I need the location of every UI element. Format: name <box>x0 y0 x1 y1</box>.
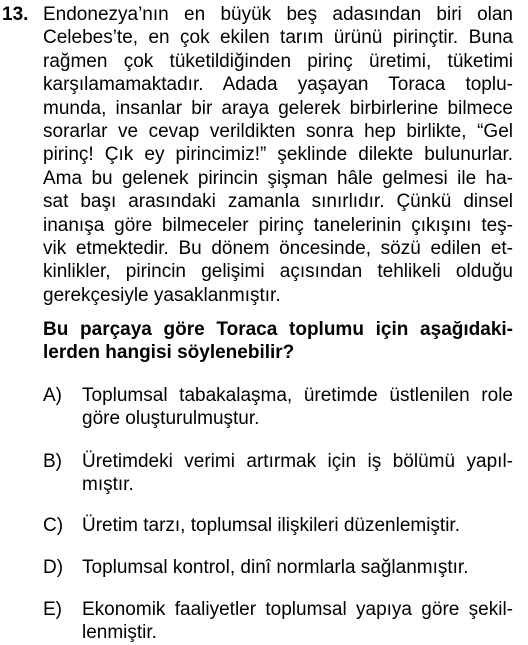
option-text <box>82 556 513 579</box>
passage <box>43 3 513 307</box>
passage-line: Endonezya’nın en büyük beş adasından biri olan <box>43 4 513 25</box>
option-letter: A) <box>43 385 62 406</box>
option-text <box>82 598 513 645</box>
passage-line: vik etmektedir. Bu dönem öncesinde, sözü edilen et- <box>43 237 513 259</box>
question-stem <box>43 318 513 365</box>
option-line: Ekonomik faaliyetler toplumsal yapıya göre şekil- <box>82 599 513 620</box>
passage-line: kinlikler, pirincin gelişimi açısından tehlikeli olduğu <box>43 261 513 283</box>
passage-line: gerekçesiyle yasaklanmıştır. <box>43 284 281 306</box>
option-line: göre oluşturulmuştur. <box>82 408 260 430</box>
option-line: Toplumsal tabakalaşma, üretimde üstlenilen role <box>82 385 513 406</box>
passage-line: pirinç! Çık ey pirincimiz!” şeklinde dilekte bulunurlar. <box>43 144 513 166</box>
option-letter: C) <box>43 515 64 536</box>
option-letter: B) <box>43 451 62 472</box>
passage-line: sorarlar ve cevap verildikten sonra hep birlikte, “Gel <box>43 120 513 142</box>
option-line: Üretimdeki verimi artırmak için iş bölümü yapıl- <box>82 451 513 472</box>
passage-line: Ama bu gelenek pirincin şişman hâle gelmesi ile ha- <box>43 167 513 189</box>
option-line: Üretim tarzı, toplumsal ilişkileri düzenlemiştir. <box>82 515 460 536</box>
passage-line: munda, insanlar bir araya gelerek birbirlerine bilmece <box>43 97 513 119</box>
option-letter: E) <box>43 599 62 620</box>
option-text <box>82 514 513 537</box>
option-letter: D) <box>43 557 64 578</box>
passage-line: Celebes’te, en çok ekilen tarım ürünü pirinçtir. Buna <box>43 27 513 49</box>
stem-line: Bu parçaya göre Toraca toplumu için aşağıdaki- <box>43 319 513 340</box>
option-line: Toplumsal kontrol, dinî normlarla sağlanmıştır. <box>82 557 469 578</box>
stem-line: lerden hangisi söylenebilir? <box>43 342 295 364</box>
question-number: 13. <box>2 4 29 25</box>
passage-line: karşılamamaktadır. Adada yaşayan Toraca toplu- <box>43 74 513 96</box>
option-text <box>82 384 513 431</box>
option-text <box>82 450 513 497</box>
passage-line: rağmen çok tüketildiğinden pirinç üretimi, tüketimi <box>43 50 513 72</box>
passage-line: sat başı arasındaki zamanla sınırlıdır. Çünkü dinsel <box>43 191 513 213</box>
passage-line: inanışa göre bilmeceler pirinç tanelerinin çıkışını teş- <box>43 214 513 236</box>
option-line: lenmiştir. <box>82 622 157 644</box>
option-line: mıştır. <box>82 474 134 496</box>
